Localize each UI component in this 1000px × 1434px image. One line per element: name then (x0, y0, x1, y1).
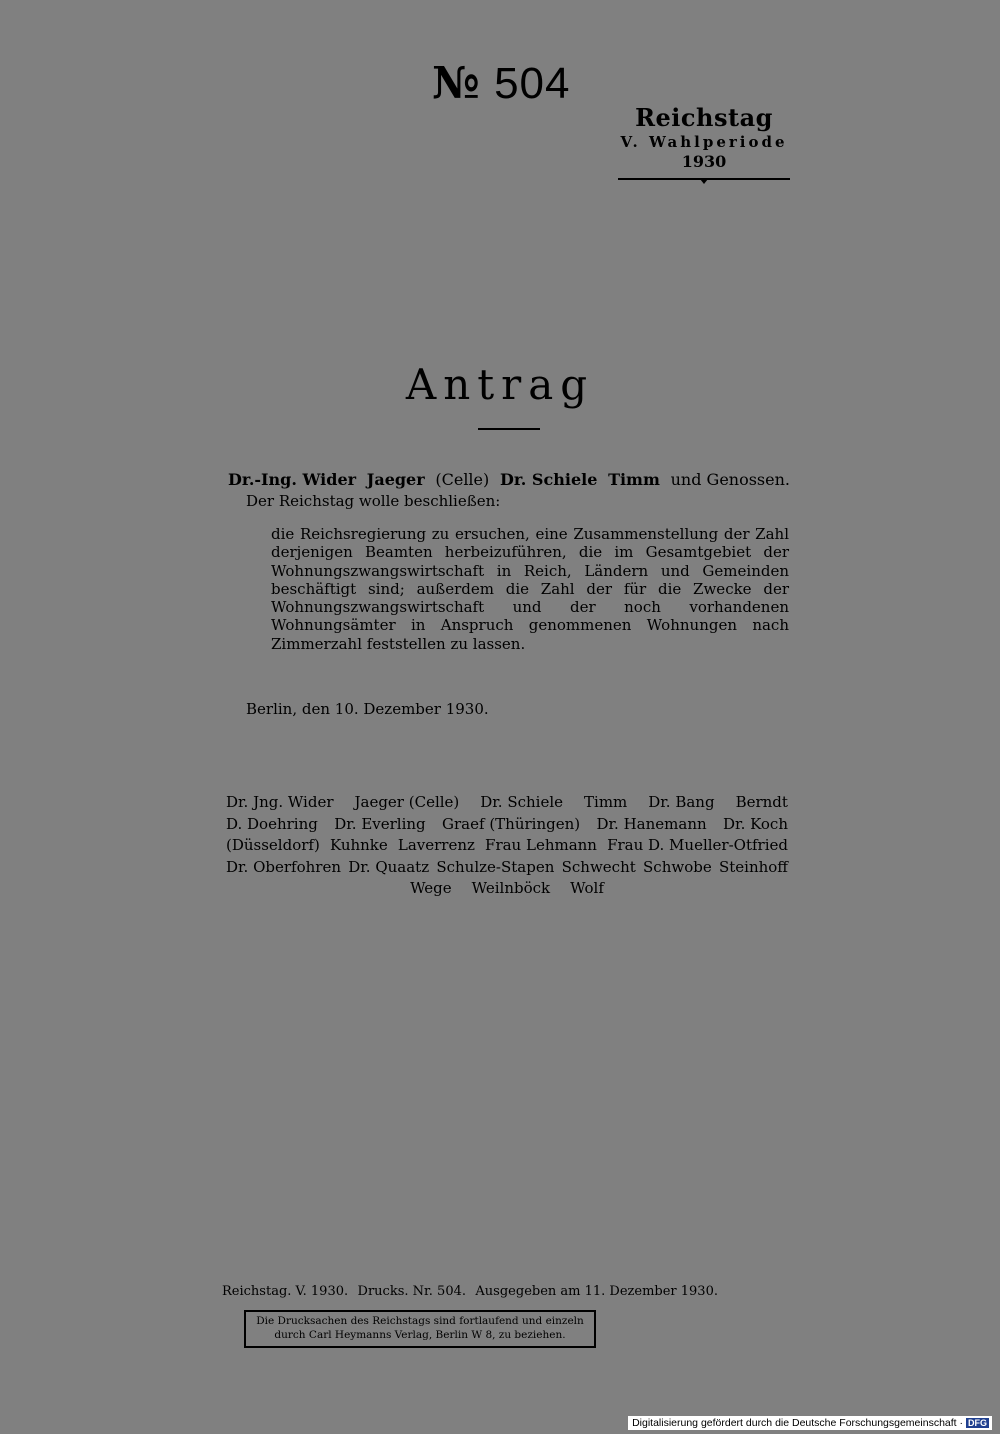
signatory-row (226, 857, 788, 879)
header-rule (618, 178, 790, 180)
dfg-logo: DFG (968, 1418, 987, 1428)
publisher-notice (244, 1310, 596, 1348)
signatory: Frau D. Mueller-Otfried (607, 836, 788, 854)
sponsor: Dr.-Ing. Wider (228, 470, 357, 489)
sponsor: Timm (608, 470, 660, 489)
print-info: Reichstag. V. 1930. (222, 1284, 349, 1299)
sponsor-line (228, 470, 790, 489)
title-divider (478, 428, 540, 430)
signatory: Dr. Bang (648, 793, 715, 811)
signatory: Dr. Koch (723, 814, 788, 833)
resolve-clause: Der Reichstag wolle beschließen: (246, 492, 501, 510)
signatory: Dr. Jng. Wider (226, 793, 334, 811)
signatory-row (226, 792, 788, 814)
reichstag-label: Reichstag (635, 103, 773, 132)
signatory: Kuhnke (329, 836, 388, 854)
number-value: 504 (494, 59, 571, 108)
signatory-row (226, 835, 788, 857)
signatory: Steinhoff (718, 857, 788, 876)
publisher-notice-line: Die Drucksachen des Reichstags sind fortlaufend und einzeln (256, 1315, 584, 1327)
signatory: Frau Lehmann (485, 836, 597, 854)
signatory: Schwobe (643, 857, 712, 876)
document-number (432, 58, 570, 109)
signatory: Dr. Hanemann (596, 814, 707, 833)
period-label: V. Wahlperiode (620, 133, 788, 151)
document-title: Antrag (405, 360, 595, 409)
signatory-row (226, 878, 788, 900)
motion-body: die Reichsregierung zu ersuchen, eine Zusammenstellung der Zahl derjenigen Beamten herbeizuführen, die im Gesamtgebiet der Wohnungszwangswirtschaft in Reich, Ländern und Gemeinden beschäftigt sind; außerdem die Zahl der für die Zwecke der Wohnungszwangswirtschaft und der noch vorhandenen Wohnungsämter in Anspruch genommenen Wohnungen nach Zimmerzahl feststellen zu lassen. (271, 525, 789, 653)
signatory: Jaeger (Celle) (354, 793, 460, 811)
place-date: Berlin, den 10. Dezember 1930. (246, 700, 489, 718)
signatory: Dr. Quaatz (348, 857, 430, 876)
signatory: D. Doehring (226, 814, 318, 833)
sponsor: Dr. Schiele (499, 470, 598, 489)
sponsor: (Celle) (435, 470, 490, 489)
signatory: Dr. Schiele (480, 793, 564, 811)
credit-text: Digitalisierung gefördert durch die Deutsche Forschungsgemeinschaft · (632, 1417, 963, 1429)
publisher-notice-line: durch Carl Heymanns Verlag, Berlin W 8, zu beziehen. (274, 1329, 566, 1341)
signatory: (Düsseldorf) (226, 836, 320, 854)
signatory-row (226, 814, 788, 836)
number-sign: № (432, 58, 481, 109)
digitization-credit (628, 1416, 992, 1430)
signatory: Timm (584, 793, 628, 811)
signatory: Wege (410, 879, 452, 897)
signatory: Berndt (735, 793, 788, 811)
signatory: Weilnböck (471, 879, 551, 897)
print-info: Drucks. Nr. 504. (357, 1284, 467, 1299)
signatory: Wolf (570, 879, 604, 897)
sponsor: und Genossen. (670, 470, 790, 489)
print-info-line (222, 1284, 718, 1299)
signatory: Schulze-Stapen (436, 857, 555, 876)
year-label: 1930 (681, 152, 727, 171)
signatory: Dr. Oberfohren (226, 857, 341, 876)
print-info: Ausgegeben am 11. Dezember 1930. (475, 1284, 718, 1299)
signatory: Schwecht (561, 857, 636, 876)
signatory: Graef (Thüringen) (442, 814, 581, 833)
signatory: Laverrenz (397, 836, 475, 854)
signatory: Dr. Everling (334, 814, 426, 833)
signatory-list (226, 792, 788, 900)
reichstag-header (618, 104, 790, 180)
sponsor: Jaeger (366, 470, 425, 489)
